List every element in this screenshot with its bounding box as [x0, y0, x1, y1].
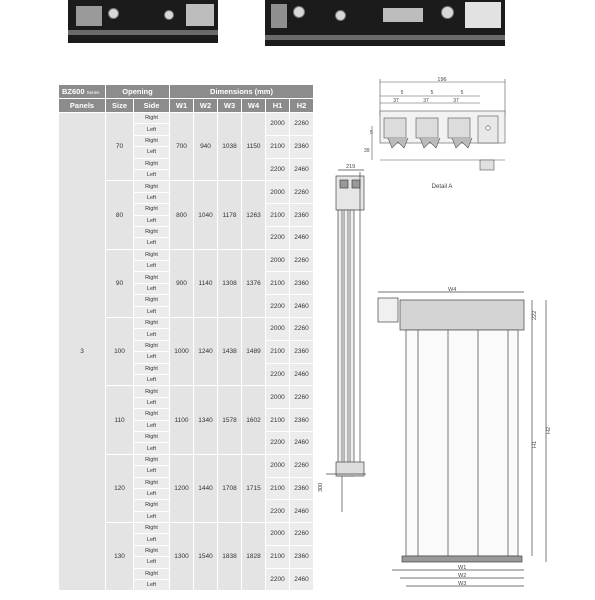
- col-header: W1: [170, 99, 194, 113]
- h1-cell: 2100: [266, 135, 290, 158]
- h1-cell: 2200: [266, 431, 290, 454]
- w1-cell: 700: [170, 113, 194, 181]
- side-cell: Left: [134, 511, 170, 522]
- side-cell: Left: [134, 374, 170, 385]
- h1-cell: 2000: [266, 523, 290, 546]
- side-cell: Left: [134, 420, 170, 431]
- w4-cell: 1489: [242, 318, 266, 386]
- side-cell: Right: [134, 295, 170, 306]
- w1-cell: 1000: [170, 318, 194, 386]
- col-header: W2: [194, 99, 218, 113]
- side-cell: Right: [134, 340, 170, 351]
- side-cell: Right: [134, 272, 170, 283]
- w2-cell: 1340: [194, 386, 218, 454]
- w1-cell: 1200: [170, 454, 194, 522]
- table-row: [59, 113, 314, 124]
- front-dim-w1: W1: [458, 565, 467, 571]
- side-cell: Left: [134, 443, 170, 454]
- dim-s1: 37: [393, 98, 399, 104]
- side-cell: Left: [134, 261, 170, 272]
- w3-cell: 1178: [218, 181, 242, 249]
- w2-cell: 940: [194, 113, 218, 181]
- col-header: W3: [218, 99, 242, 113]
- col-header: W4: [242, 99, 266, 113]
- side-cell: Left: [134, 192, 170, 203]
- side-cell: Left: [134, 124, 170, 135]
- h2-cell: 2260: [290, 386, 314, 409]
- w3-cell: 1578: [218, 386, 242, 454]
- front-dim-w3: W3: [458, 581, 467, 587]
- col-header: Size: [106, 99, 134, 113]
- operator-photo-right: [265, 0, 505, 46]
- size-cell: 120: [106, 454, 134, 522]
- front-elevation-drawing: [372, 284, 572, 596]
- h2-cell: 2360: [290, 135, 314, 158]
- size-cell: 90: [106, 249, 134, 317]
- h1-cell: 2200: [266, 363, 290, 386]
- w1-cell: 1300: [170, 523, 194, 591]
- side-cell: Right: [134, 386, 170, 397]
- side-cell: Left: [134, 169, 170, 180]
- h1-cell: 2000: [266, 181, 290, 204]
- h2-cell: 2360: [290, 204, 314, 227]
- size-cell: 80: [106, 181, 134, 249]
- h2-cell: 2460: [290, 568, 314, 591]
- w2-cell: 1040: [194, 181, 218, 249]
- side-cell: Right: [134, 135, 170, 146]
- front-dim-h1: H1: [532, 440, 538, 448]
- side-cell: Left: [134, 215, 170, 226]
- h1-cell: 2000: [266, 113, 290, 136]
- h2-cell: 2260: [290, 318, 314, 341]
- w4-cell: 1150: [242, 113, 266, 181]
- side-cell: Right: [134, 113, 170, 124]
- w2-cell: 1440: [194, 454, 218, 522]
- h2-cell: 2460: [290, 363, 314, 386]
- dim-total: 196: [437, 77, 447, 83]
- front-dim-w4: W4: [448, 287, 457, 293]
- operator-photo-left: [68, 0, 218, 43]
- h2-cell: 2260: [290, 249, 314, 272]
- side-cell: Left: [134, 238, 170, 249]
- side-cell: Right: [134, 409, 170, 420]
- panels-cell: 3: [59, 113, 106, 591]
- w2-cell: 1140: [194, 249, 218, 317]
- h2-cell: 2260: [290, 181, 314, 204]
- h2-cell: 2360: [290, 272, 314, 295]
- side-cell: Left: [134, 283, 170, 294]
- w3-cell: 1438: [218, 318, 242, 386]
- h1-cell: 2200: [266, 500, 290, 523]
- side-cell: Right: [134, 454, 170, 465]
- w4-cell: 1828: [242, 523, 266, 591]
- w1-cell: 800: [170, 181, 194, 249]
- dim-d3: 5: [460, 90, 464, 96]
- h1-cell: 2100: [266, 204, 290, 227]
- h1-cell: 2100: [266, 477, 290, 500]
- front-dim-top: 222: [532, 310, 538, 320]
- side-cell: Right: [134, 226, 170, 237]
- h1-cell: 2000: [266, 386, 290, 409]
- h1-cell: 2100: [266, 545, 290, 568]
- w4-cell: 1715: [242, 454, 266, 522]
- series-label: BZ600 Series: [59, 85, 106, 99]
- h2-cell: 2360: [290, 477, 314, 500]
- h2-cell: 2460: [290, 226, 314, 249]
- dimensions-header: Dimensions (mm): [170, 85, 314, 99]
- dim-h2: 39: [364, 148, 370, 154]
- w3-cell: 1838: [218, 523, 242, 591]
- w4-cell: 1376: [242, 249, 266, 317]
- w4-cell: 1263: [242, 181, 266, 249]
- side-cell: Left: [134, 580, 170, 591]
- h2-cell: 2460: [290, 431, 314, 454]
- w2-cell: 1240: [194, 318, 218, 386]
- dim-d2: 5: [430, 90, 434, 96]
- h1-cell: 2200: [266, 226, 290, 249]
- detail-label: Detail A: [431, 184, 453, 190]
- side-cell: Left: [134, 557, 170, 568]
- w1-cell: 900: [170, 249, 194, 317]
- side-cell: Right: [134, 523, 170, 534]
- detail-a-drawing: [360, 76, 510, 196]
- col-header: H2: [290, 99, 314, 113]
- side-cell: Left: [134, 397, 170, 408]
- h2-cell: 2460: [290, 500, 314, 523]
- col-header: Side: [134, 99, 170, 113]
- side-cell: Left: [134, 488, 170, 499]
- h1-cell: 2000: [266, 318, 290, 341]
- side-cell: Right: [134, 477, 170, 488]
- side-cell: Right: [134, 500, 170, 511]
- side-cell: Left: [134, 466, 170, 477]
- col-header: H1: [266, 99, 290, 113]
- dim-h1: 5: [370, 130, 373, 136]
- h2-cell: 2260: [290, 454, 314, 477]
- h1-cell: 2000: [266, 454, 290, 477]
- dim-s2: 37: [423, 98, 429, 104]
- h1-cell: 2200: [266, 295, 290, 318]
- dimensions-table: [58, 84, 314, 591]
- side-cell: Right: [134, 249, 170, 260]
- side-cell: Right: [134, 204, 170, 215]
- w2-cell: 1540: [194, 523, 218, 591]
- side-cell: Left: [134, 534, 170, 545]
- dim-s3: 37: [453, 98, 459, 104]
- w4-cell: 1602: [242, 386, 266, 454]
- h2-cell: 2460: [290, 158, 314, 181]
- h1-cell: 2100: [266, 272, 290, 295]
- size-cell: 100: [106, 318, 134, 386]
- front-dim-h2: H2: [546, 426, 552, 434]
- w3-cell: 1038: [218, 113, 242, 181]
- front-dim-w2: W2: [458, 573, 467, 579]
- w1-cell: 1100: [170, 386, 194, 454]
- side-cell: Right: [134, 568, 170, 579]
- side-cell: Right: [134, 545, 170, 556]
- side-cell: Left: [134, 306, 170, 317]
- h1-cell: 2000: [266, 249, 290, 272]
- side-cell: Right: [134, 318, 170, 329]
- h1-cell: 2200: [266, 568, 290, 591]
- h2-cell: 2360: [290, 340, 314, 363]
- h2-cell: 2360: [290, 409, 314, 432]
- h2-cell: 2460: [290, 295, 314, 318]
- side-cell: Right: [134, 181, 170, 192]
- h2-cell: 2360: [290, 545, 314, 568]
- h2-cell: 2260: [290, 523, 314, 546]
- side-dim-top: 219: [346, 164, 356, 170]
- w3-cell: 1708: [218, 454, 242, 522]
- side-cell: Left: [134, 329, 170, 340]
- h2-cell: 2260: [290, 113, 314, 136]
- size-cell: 130: [106, 523, 134, 591]
- side-cell: Left: [134, 147, 170, 158]
- side-dim-bottom: 300: [318, 482, 324, 492]
- dim-d1: 5: [400, 90, 404, 96]
- side-cell: Right: [134, 158, 170, 169]
- h1-cell: 2100: [266, 340, 290, 363]
- h1-cell: 2100: [266, 409, 290, 432]
- w3-cell: 1308: [218, 249, 242, 317]
- side-cell: Right: [134, 363, 170, 374]
- side-cell: Right: [134, 431, 170, 442]
- h1-cell: 2200: [266, 158, 290, 181]
- size-cell: 70: [106, 113, 134, 181]
- opening-header: Opening: [106, 85, 170, 99]
- size-cell: 110: [106, 386, 134, 454]
- side-cell: Left: [134, 352, 170, 363]
- col-header: Panels: [59, 99, 106, 113]
- side-elevation-drawing: [316, 162, 380, 522]
